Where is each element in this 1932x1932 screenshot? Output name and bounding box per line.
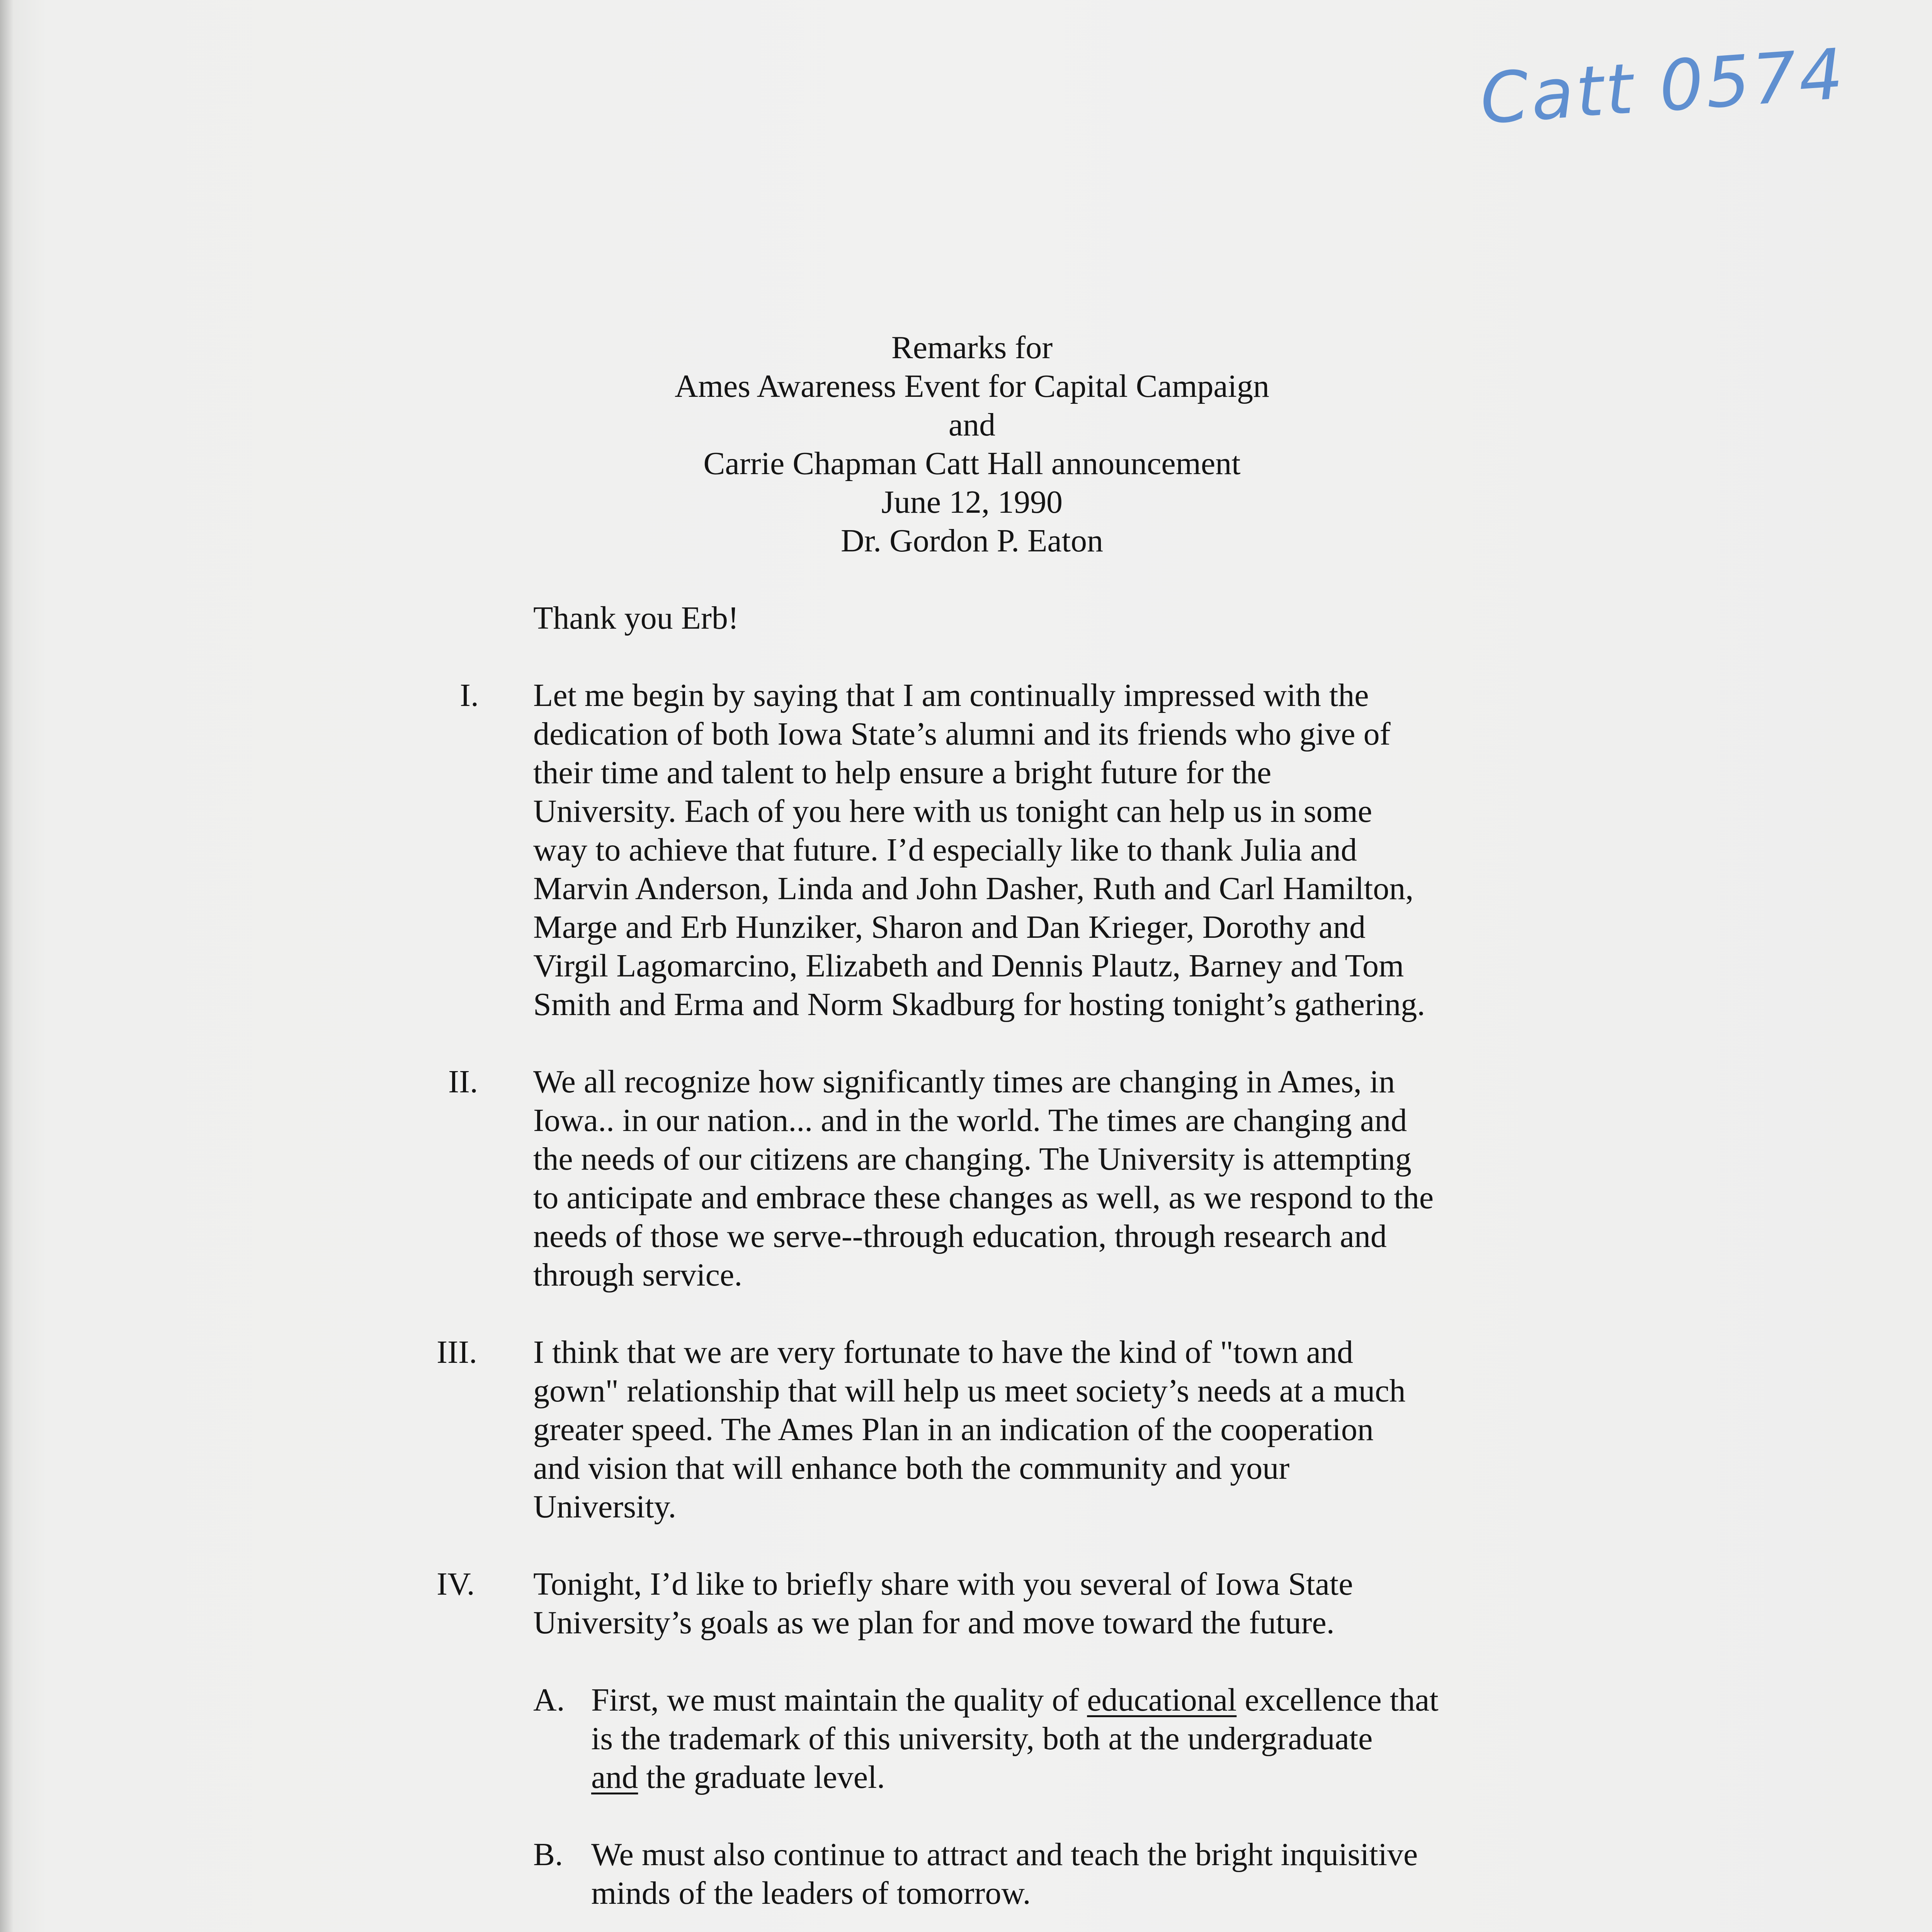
subsection-paragraph (591, 1681, 1712, 1797)
document-header (0, 328, 1932, 560)
paragraph-line: We must also continue to attract and teach the bright inquisitive (591, 1837, 1418, 1872)
handwritten-annotation: Catt 0574 (1477, 34, 1848, 140)
paragraph-line: to anticipate and embrace these changes as well, as we respond to the (533, 1180, 1434, 1216)
paragraph-line: Smith and Erma and Norm Skadburg for hosting tonight’s gathering. (533, 986, 1425, 1022)
paragraph-line: I think that we are very fortunate to have the kind of "town and (533, 1334, 1353, 1370)
section-paragraph (533, 1565, 1654, 1642)
paragraph-line: Marge and Erb Hunziker, Sharon and Dan Krieger, Dorothy and (533, 909, 1366, 945)
text-run: First, we must maintain the quality of (591, 1682, 1087, 1718)
paragraph-line: We all recognize how significantly times are changing in Ames, in (533, 1064, 1395, 1100)
header-author: Dr. Gordon P. Eaton (841, 523, 1103, 559)
paragraph-line: their time and talent to help ensure a bright future for the (533, 755, 1272, 791)
section-paragraph (533, 1063, 1654, 1294)
paragraph-line: University. Each of you here with us tonight can help us in some (533, 793, 1372, 829)
paragraph-line: University’s goals as we plan for and move toward the future. (533, 1605, 1335, 1641)
paragraph-line: way to achieve that future. I’d especially like to thank Julia and (533, 832, 1357, 868)
paragraph-line: Marvin Anderson, Linda and John Dasher, Ruth and Carl Hamilton, (533, 871, 1414, 906)
paragraph-line: needs of those we serve--through education, through research and (533, 1218, 1387, 1254)
header-line: Carrie Chapman Catt Hall announcement (703, 446, 1241, 481)
header-date: June 12, 1990 (881, 484, 1063, 520)
paragraph-line: greater speed. The Ames Plan in an indication of the cooperation (533, 1412, 1374, 1447)
paragraph-line: and vision that will enhance both the community and your (533, 1450, 1290, 1486)
paragraph-line: Let me begin by saying that I am continually impressed with the (533, 677, 1369, 713)
paragraph-line: Tonight, I’d like to briefly share with you several of Iowa State (533, 1566, 1353, 1602)
section-numeral: III. (437, 1334, 477, 1370)
paragraph-line: the needs of our citizens are changing. The University is attempting (533, 1141, 1412, 1177)
subsection-paragraph (591, 1835, 1712, 1913)
paragraph-line: dedication of both Iowa State’s alumni and its friends who give of (533, 716, 1391, 752)
section-numeral: I. (460, 677, 479, 713)
paragraph-line: Iowa.. in our nation... and in the world. The times are changing and (533, 1102, 1407, 1138)
section-paragraph (533, 1333, 1654, 1526)
subsection-marker: A. (533, 1682, 565, 1718)
underlined-word: and (591, 1759, 638, 1795)
text-run: the graduate level. (638, 1759, 885, 1795)
header-line: Remarks for (891, 330, 1053, 366)
section-numeral: II. (448, 1064, 478, 1100)
text-run: excellence that (1236, 1682, 1439, 1718)
paragraph-line: gown" relationship that will help us meet society’s needs at a much (533, 1373, 1406, 1409)
paragraph-line: through service. (533, 1257, 743, 1293)
paragraph-line: University. (533, 1489, 677, 1525)
page-edge-shadow (0, 0, 13, 1932)
header-line: Ames Awareness Event for Capital Campaign (675, 368, 1269, 404)
paragraph-line (591, 1758, 1712, 1797)
greeting: Thank you Erb! (533, 600, 739, 636)
subsection-marker: B. (533, 1837, 563, 1872)
paragraph-line (591, 1681, 1712, 1719)
section-numeral: IV. (437, 1566, 475, 1602)
header-line: and (948, 407, 996, 443)
paragraph-line: Virgil Lagomarcino, Elizabeth and Dennis Plautz, Barney and Tom (533, 948, 1404, 984)
paragraph-line: minds of the leaders of tomorrow. (591, 1875, 1031, 1911)
underlined-word: educational (1087, 1682, 1237, 1718)
section-paragraph (533, 676, 1654, 1024)
paragraph-line: is the trademark of this university, both at the undergraduate (591, 1721, 1373, 1757)
